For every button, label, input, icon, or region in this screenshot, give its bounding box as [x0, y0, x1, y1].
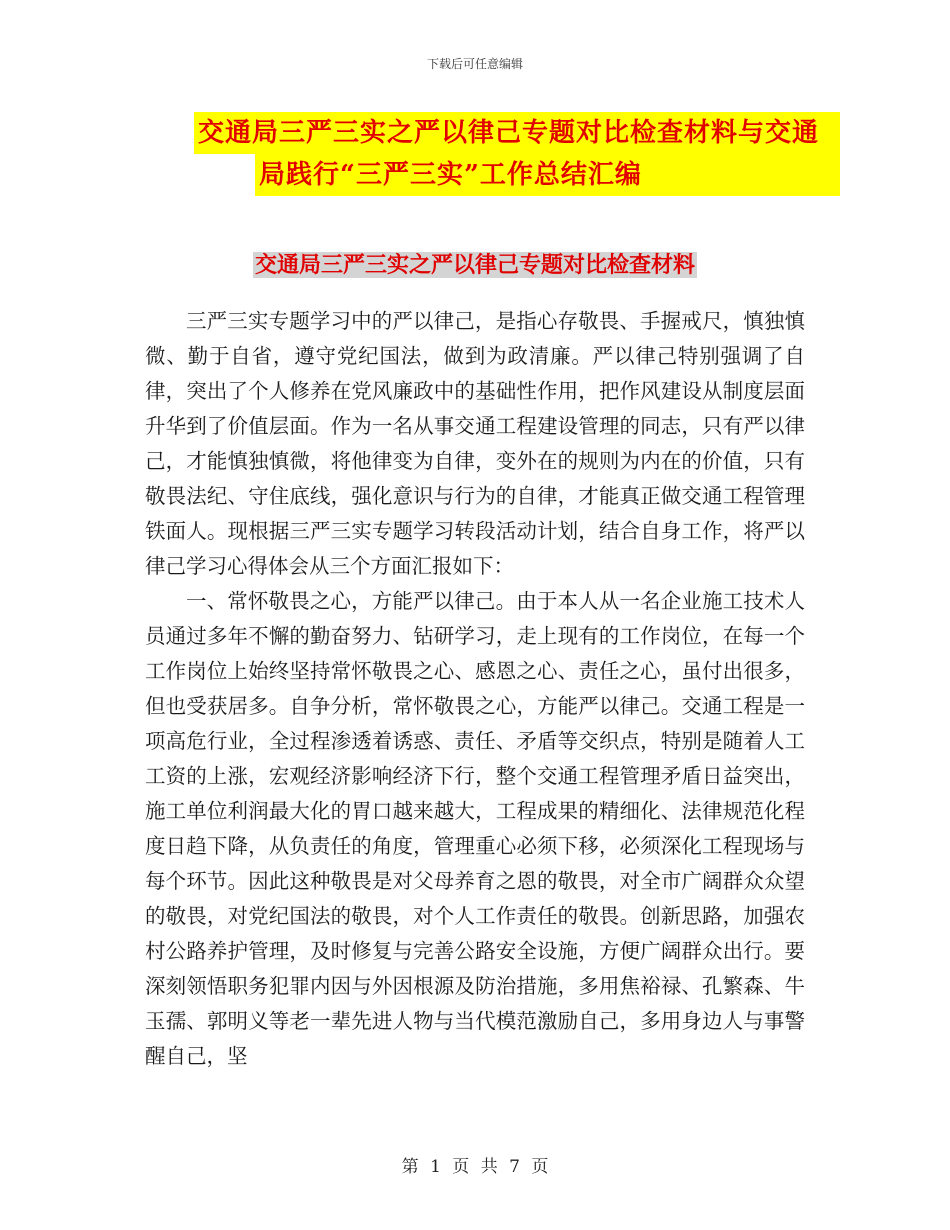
paragraph: 三严三实专题学习中的严以律己，是指心存敬畏、手握戒尺，慎独慎微、勤于自省，遵守党纪国法，做到为政清廉。严以律己特别强调了自律，突出了个人修养在党风廉政中的基础性作用，把作风建设从制度层面升华到了价值层面。作为一名从事交通工程建设管理的同志，只有严以律己，才能慎独慎微，将他律变为自律，变外在的规则为内在的价值，只有敬畏法纪、守住底线，强化意识与行为的自律，才能真正做交通工程管理铁面人。现根据三严三实专题学习转段活动计划，结合自身工作，将严以律己学习心得体会从三个方面汇报如下：: [145, 309, 805, 578]
document-title: [150, 112, 840, 196]
title-line-1: 交通局三严三实之严以律己专题对比检查材料与交通: [198, 118, 820, 148]
document-body: [145, 304, 805, 1074]
header-note: 下载后可任意编辑: [426, 57, 523, 71]
paragraph: 一、常怀敬畏之心，方能严以律己。由于本人从一名企业施工技术人员通过多年不懈的勤奋努力、钻研学习，走上现有的工作岗位，在每一个工作岗位上始终坚持常怀敬畏之心、感恩之心、责任之心，虽付出很多，但也受获居多。自争分析，常怀敬畏之心，方能严以律己。交通工程是一项高危行业，全过程渗透着诱惑、责任、矛盾等交织点，特别是随着人工工资的上涨，宏观经济影响经济下行，整个交通工程管理矛盾日益突出，施工单位利润最大化的胃口越来越大，工程成果的精细化、法律规范化程度日趋下降，从负责任的角度，管理重心必须下移，必须深化工程现场与每个环节。因此这种敬畏是对父母养育之恩的敬畏，对全市广阔群众众望的敬畏，对党纪国法的敬畏，对个人工作责任的敬畏。创新思路，加强农村公路养护管理，及时修复与完善公路安全设施，方便广阔群众出行。要深刻领悟职务犯罪内因与外因根源及防治措施，多用焦裕禄、孔繁森、牛玉孺、郭明义等老一辈先进人物与当代模范激励自己，多用身边人与事警醒自己，坚: [145, 589, 805, 1068]
section-title: [0, 248, 950, 279]
title-line-2: 局践行“三严三实”工作总结汇编: [259, 160, 642, 190]
section-title-text: 交通局三严三实之严以律己专题对比检查材料: [254, 252, 695, 278]
page-number-footer: 第 1 页 共 7 页: [401, 1157, 549, 1177]
